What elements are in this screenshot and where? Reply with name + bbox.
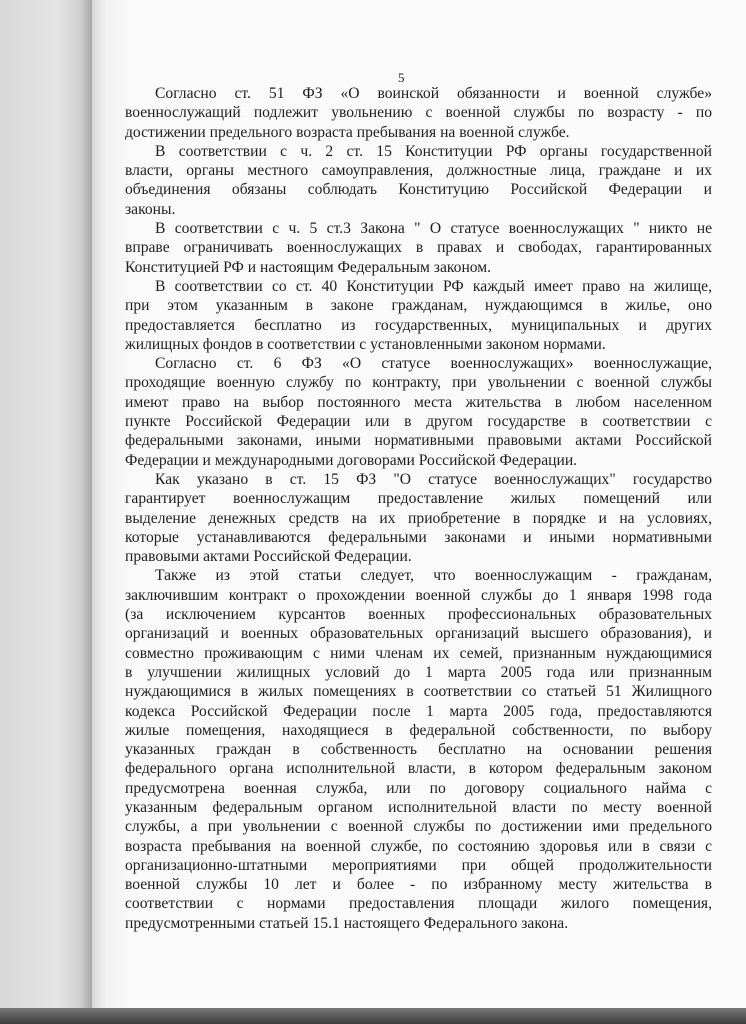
text-line: имеют право на выбор постоянного места жительства в любом населенном bbox=[125, 393, 712, 411]
text-line: власти, органы местного самоуправления, должностные лица, граждане и их bbox=[125, 162, 712, 180]
text-line: гарантирует военнослужащим предоставление жилых помещений или bbox=[125, 490, 712, 508]
text-line: соответствии с нормами предоставления площади жилого помещения, bbox=[125, 895, 712, 913]
text-line: службы, а при увольнении с военной службы по достижении ими предельного bbox=[125, 818, 712, 836]
text-line: Как указано в ст. 15 ФЗ "О статусе военнослужащих" государство bbox=[155, 470, 712, 488]
page-number: 5 bbox=[398, 70, 405, 85]
paragraph bbox=[125, 142, 712, 219]
underlying-page-edge bbox=[0, 0, 95, 1024]
text-line: правовыми актами Российской Федерации. bbox=[125, 548, 412, 566]
paragraph bbox=[125, 277, 712, 354]
paragraph bbox=[125, 84, 712, 142]
text-line: проходящие военную службу по контракту, при увольнении с военной службы bbox=[125, 374, 712, 392]
text-line: жилищных фондов в соответствии с установленными законом нормами. bbox=[125, 335, 606, 353]
text-line: указанным федеральным органом исполнительной власти по месту военной bbox=[125, 798, 712, 816]
text-line: Конституцией РФ и настоящим Федеральным законом. bbox=[125, 258, 492, 276]
text-line: предусмотренными статьей 15.1 настоящего Федерального закона. bbox=[125, 914, 569, 932]
text-line: В соответствии с ч. 5 ст.3 Закона " О статусе военнослужащих " никто не bbox=[155, 220, 712, 238]
text-line: вправе ограничивать военнослужащих в правах и свободах, гарантированных bbox=[125, 239, 712, 257]
text-line: достижении предельного возраста пребывания на военной службе. bbox=[125, 123, 570, 141]
text-line: указанных граждан в собственность бесплатно на основании решения bbox=[125, 741, 712, 759]
text-line: совместно проживающим с ними членам их семей, признанным нуждающимися bbox=[125, 644, 712, 662]
text-line: кодекса Российской Федерации после 1 марта 2005 года, предоставляются bbox=[125, 702, 712, 720]
text-line: федеральными законами, иными нормативными правовыми актами Российской bbox=[125, 432, 712, 450]
text-line: предоставляется бесплатно из государственных, муниципальных и других bbox=[125, 316, 712, 334]
text-line: возраста пребывания на военной службе, по состоянию здоровья или в связи с bbox=[125, 837, 712, 855]
text-line: законы. bbox=[125, 200, 176, 218]
paragraph bbox=[125, 470, 712, 566]
text-line: организаций и военных образовательных организаций высшего образования), и bbox=[125, 625, 712, 643]
text-line: предусмотрена военная служба, или по договору социального найма с bbox=[125, 779, 712, 797]
text-line: которые устанавливаются федеральными законами и иными нормативными bbox=[125, 528, 712, 546]
text-line: объединения обязаны соблюдать Конституцию Российской Федерации и bbox=[125, 181, 712, 199]
text-line: В соответствии со ст. 40 Конституции РФ каждый имеет право на жилище, bbox=[155, 277, 712, 295]
text-line: Согласно ст. 6 ФЗ «О статусе военнослужащих» военнослужащие, bbox=[155, 355, 712, 373]
text-line: при этом указанным в законе гражданам, нуждающимся в жилье, оно bbox=[125, 297, 712, 315]
text-line: выделение денежных средств на их приобретение в порядке и на условиях, bbox=[125, 509, 712, 527]
text-line: заключившим контракт о прохождении военной службы до 1 января 1998 года bbox=[125, 586, 712, 604]
paragraph bbox=[125, 566, 712, 933]
text-line: военной службы 10 лет и более - по избранному месту жительства в bbox=[125, 876, 712, 894]
text-line: нуждающимися в жилых помещениях в соответствии со статьей 51 Жилищного bbox=[125, 683, 712, 701]
document-body bbox=[125, 84, 712, 933]
paragraph bbox=[125, 354, 712, 470]
scanner-bottom-edge bbox=[0, 1008, 746, 1024]
text-line: федерального органа исполнительной власти, в котором федеральным законом bbox=[125, 760, 712, 778]
text-line: В соответствии с ч. 2 ст. 15 Конституции РФ органы государственной bbox=[155, 142, 712, 160]
text-line: Также из этой статьи следует, что военнослужащим - гражданам, bbox=[155, 567, 712, 585]
text-line: Согласно ст. 51 ФЗ «О воинской обязанности и военной службе» bbox=[155, 85, 712, 102]
text-line: жилые помещения, находящиеся в федеральной собственности, по выбору bbox=[125, 721, 712, 739]
text-line: Федерации и международными договорами Российской Федерации. bbox=[125, 451, 578, 469]
text-line: военнослужащий подлежит увольнению с военной службы по возрасту - по bbox=[125, 104, 712, 122]
text-line: в улучшении жилищных условий до 1 марта 2005 года или признанным bbox=[125, 663, 712, 681]
paragraph bbox=[125, 219, 712, 277]
text-line: организационно-штатными мероприятиями при общей продолжительности bbox=[125, 856, 712, 874]
text-line: пункте Российской Федерации или в другом государстве в соответствии с bbox=[125, 413, 712, 431]
text-line: (за исключением курсантов военных профессиональных образовательных bbox=[125, 606, 712, 624]
